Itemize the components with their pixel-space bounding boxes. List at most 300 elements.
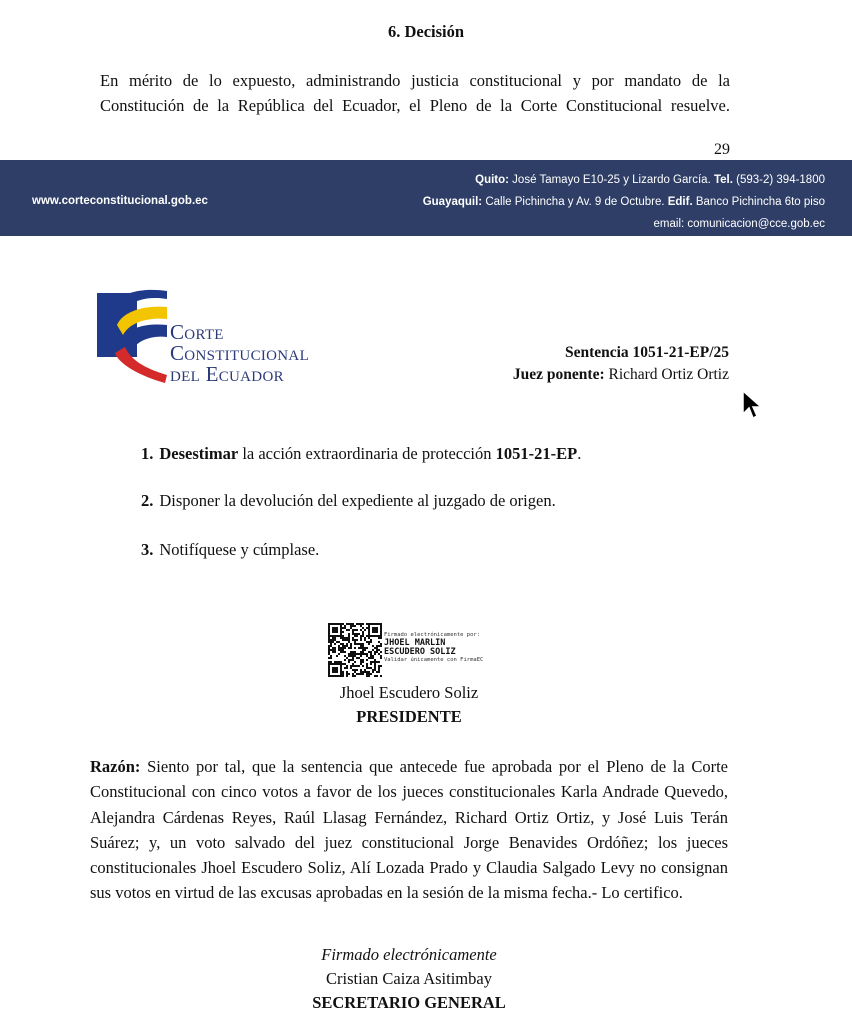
qr-module [342,649,344,651]
qr-module [356,633,358,635]
qr-module [346,645,348,647]
qr-module [332,663,334,665]
qr-module [356,623,358,625]
qr-module [332,637,334,639]
signed-electronically-note: Firmado electrónicamente [321,945,497,964]
qr-module [370,663,372,665]
qr-module [338,675,340,677]
secretary-name: Cristian Caiza Asitimbay [326,969,492,988]
qr-module [380,675,382,677]
judge-line [513,364,729,386]
qr-module [374,661,376,663]
qr-module [366,673,368,675]
qr-module [374,653,376,655]
qr-module [380,623,382,625]
qr-module [380,655,382,657]
qr-module [348,653,350,655]
qr-module [354,629,356,631]
qr-module [328,661,330,663]
qr-module [360,643,362,645]
qr-module [368,671,370,673]
qr-module [380,643,382,645]
qr-module [354,625,356,627]
qr-module [366,663,368,665]
qr-module [352,629,354,631]
qr-module [368,623,370,625]
qr-module [344,655,346,657]
qr-module [334,669,336,671]
qr-module [372,657,374,659]
qr-module [342,637,344,639]
item-number: 1. [141,444,154,463]
qr-module [364,637,366,639]
qr-module [334,629,336,631]
qr-module [368,631,370,633]
qr-module [370,653,372,655]
qr-module [380,631,382,633]
qr-module [348,637,350,639]
qr-module [350,665,352,667]
qr-module [356,639,358,641]
qr-module [340,627,342,629]
qr-module [328,657,330,659]
qr-module [360,659,362,661]
qr-module [378,669,380,671]
qr-module [350,647,352,649]
qr-module [340,637,342,639]
qr-module [352,673,354,675]
qr-module [328,667,330,669]
qr-module [340,663,342,665]
qr-module [352,665,354,667]
qr-module [346,667,348,669]
qr-module [360,623,362,625]
qr-module [340,651,342,653]
qr-module [354,669,356,671]
qr-module [356,657,358,659]
qr-module [352,659,354,661]
qr-module [360,673,362,675]
qr-module [342,671,344,673]
qr-module [372,627,374,629]
qr-module [374,623,376,625]
qr-module [340,633,342,635]
decision-item-1 [141,444,581,464]
qr-module [378,641,380,643]
qr-module [336,631,338,633]
qr-module [334,667,336,669]
qr-module [362,651,364,653]
qr-module [332,669,334,671]
stamp-line-1: Firmado electrónicamente por: [384,632,481,638]
qr-module [368,667,370,669]
edif-text: Banco Pichincha 6to piso [692,196,825,208]
qr-module [356,653,358,655]
qr-module [334,623,336,625]
qr-module [364,639,366,641]
judge-name: Richard Ortiz Ortiz [604,366,729,383]
qr-module [342,639,344,641]
qr-module [372,631,374,633]
qr-module [348,629,350,631]
qr-module [340,647,342,649]
qr-module [336,655,338,657]
qr-module [374,631,376,633]
item-text: la acción extraordinaria de protección [238,444,496,463]
qr-module [330,635,332,637]
qr-module [366,627,368,629]
qr-module [360,625,362,627]
signer-name: Jhoel Escudero Soliz [339,683,479,702]
stamp-line-4: Validar únicamente con FirmaEC [384,657,484,663]
qr-module [338,653,340,655]
qr-module [372,655,374,657]
qr-module [376,645,378,647]
qr-module [362,627,364,629]
qr-module [342,651,344,653]
qr-module [352,631,354,633]
qr-module [332,651,334,653]
qr-module [330,675,332,677]
qr-module [360,671,362,673]
qr-module [336,663,338,665]
razon-text: Siento por tal, que la sentencia que antecede fue aprobada por el Pleno de la Corte Constitucional con cinco votos a favor de los jueces constitucionales Karla Andrade Quevedo, Alejandra Cárdenas Reyes, Raúl Llasag Fernández, Richard Ortiz Ortiz, y José Luis Terán Suárez; y, un voto salvado del juez constitucional Jorge Benavides Ordóñez; los jueces constitucionales Jhoel Escudero Soliz, Alí Lozada Prado y Claudia Salgado Levy no consignan sus votos en virtud de las excusas aprobadas en la sesión de la misma fecha.- Lo certifico. [90,757,728,903]
qr-module [366,623,368,625]
qr-module [368,675,370,677]
qr-module [362,665,364,667]
qr-module [334,649,336,651]
qr-module [374,665,376,667]
qr-module [360,645,362,647]
qr-module [336,675,338,677]
qr-module [348,623,350,625]
qr-module [350,643,352,645]
qr-module [370,655,372,657]
qr-module [378,637,380,639]
qr-module [344,639,346,641]
qr-module [342,645,344,647]
qr-module [340,643,342,645]
qr-module [378,661,380,663]
qr-module [350,625,352,627]
qr-module [380,645,382,647]
qr-module [366,665,368,667]
qr-module [376,631,378,633]
qr-module [346,671,348,673]
qr-module [380,657,382,659]
qr-module [380,635,382,637]
qr-module [366,659,368,661]
logo-line-2: Constitucional [170,341,310,365]
qr-module [370,661,372,663]
qr-module [352,669,354,671]
qr-module [334,635,336,637]
qr-module [366,667,368,669]
qr-module [338,623,340,625]
qr-module [370,635,372,637]
qr-module [328,625,330,627]
qr-module [366,653,368,655]
qr-module [354,671,356,673]
decision-item-2 [141,491,556,511]
qr-module [340,631,342,633]
qr-module [368,657,370,659]
qr-module [342,663,344,665]
qr-module [360,637,362,639]
qr-module [334,663,336,665]
qr-module [362,673,364,675]
mouse-pointer-icon [741,390,763,420]
qr-module [370,657,372,659]
qr-module [366,671,368,673]
qr-module [366,647,368,649]
qr-module [338,635,340,637]
qr-module [332,635,334,637]
qr-module [348,647,350,649]
footer-quito-address [475,174,825,186]
qr-module [376,649,378,651]
qr-module [340,673,342,675]
qr-module [352,625,354,627]
qr-module [328,635,330,637]
qr-module [376,675,378,677]
qr-module [338,661,340,663]
stamp-name-2: ESCUDERO SOLIZ [384,647,456,657]
qr-module [356,669,358,671]
qr-module [364,629,366,631]
qr-module [370,673,372,675]
qr-module [338,645,340,647]
qr-module [330,639,332,641]
qr-module [372,645,374,647]
qr-module [380,629,382,631]
qr-module [328,649,330,651]
qr-module [356,635,358,637]
qr-module [372,629,374,631]
qr-module [376,661,378,663]
qr-module [328,671,330,673]
qr-module [368,641,370,643]
qr-module [346,639,348,641]
secretary-role: SECRETARIO GENERAL [312,993,506,1012]
footer-website-link[interactable]: www.corteconstitucional.gob.ec [32,195,208,207]
qr-module [358,653,360,655]
qr-module [360,629,362,631]
qr-module [360,639,362,641]
qr-module [362,631,364,633]
quito-label: Quito: [475,174,509,186]
qr-module [358,665,360,667]
qr-module [340,649,342,651]
qr-module [328,673,330,675]
qr-module [378,645,380,647]
item-text: Disponer la devolución del expediente al juzgado de origen. [159,491,556,510]
qr-module [332,639,334,641]
qr-module [338,649,340,651]
qr-module [380,637,382,639]
qr-module [358,657,360,659]
qr-module [380,633,382,635]
item-bold-start: Desestimar [159,444,239,463]
qr-module [376,635,378,637]
tel-label: Tel. [713,174,733,186]
qr-module [334,651,336,653]
qr-module [368,629,370,631]
qr-module [374,635,376,637]
qr-module [328,639,330,641]
qr-module [346,643,348,645]
qr-module [364,669,366,671]
qr-module [372,671,374,673]
qr-module [328,669,330,671]
qr-module [366,655,368,657]
qr-module [352,657,354,659]
qr-module [370,667,372,669]
qr-module [358,623,360,625]
page-footer [0,160,852,236]
qr-module [354,651,356,653]
qr-module [380,625,382,627]
qr-module [358,673,360,675]
tel-text: (593-2) 394-1800 [732,174,825,186]
qr-module [354,665,356,667]
qr-module [334,675,336,677]
qr-module [332,647,334,649]
qr-module [346,623,348,625]
qr-module [360,651,362,653]
qr-module [342,623,344,625]
qr-module [328,623,330,625]
qr-module [350,667,352,669]
qr-module [358,647,360,649]
qr-module [364,649,366,651]
qr-module [350,655,352,657]
qr-module [342,643,344,645]
qr-module [378,665,380,667]
item-text: Notifíquese y cúmplase. [159,540,320,559]
qr-module [354,661,356,663]
qr-module [344,667,346,669]
paragraph-line-2: Constitución de la República del Ecuador, el Pleno de la Corte Constitucional resuelve. [100,96,730,115]
qr-module [374,669,376,671]
qr-module [376,629,378,631]
qr-module [328,675,330,677]
qr-module [362,659,364,661]
qr-module [376,651,378,653]
qr-module [352,651,354,653]
qr-module [344,651,346,653]
qr-module [374,663,376,665]
qr-module [348,641,350,643]
qr-module [330,645,332,647]
qr-module [336,623,338,625]
qr-module [380,651,382,653]
qr-module [346,675,348,677]
qr-module [360,663,362,665]
qr-module [362,647,364,649]
qr-module [348,673,350,675]
qr-module [372,661,374,663]
qr-module [356,665,358,667]
qr-module [374,675,376,677]
razon-paragraph [90,754,728,906]
qr-module [332,649,334,651]
qr-module [328,637,330,639]
qr-module [376,671,378,673]
qr-module [348,661,350,663]
qr-module [362,633,364,635]
item-number: 3. [141,540,154,559]
paragraph-line-1: En mérito de lo expuesto, administrando justicia constitucional y por mandato de la [100,71,730,90]
signer-role: PRESIDENTE [356,707,462,726]
qr-module [358,633,360,635]
qr-module [346,629,348,631]
qr-module [328,633,330,635]
qr-module [350,659,352,661]
qr-module [370,639,372,641]
judge-label: Juez ponente: [512,366,605,383]
qr-module [332,623,334,625]
edif-label: Edif. [667,196,693,208]
qr-module [360,661,362,663]
qr-module [372,649,374,651]
qr-module [354,635,356,637]
qr-module [360,655,362,657]
qr-module [340,667,342,669]
qr-module [366,641,368,643]
qr-module [346,657,348,659]
qr-module [362,661,364,663]
qr-module [362,649,364,651]
qr-module [354,641,356,643]
qr-module [362,643,364,645]
qr-module [332,627,334,629]
qr-module [328,629,330,631]
logo-red-stripe [115,347,167,383]
qr-module [362,653,364,655]
qr-module [348,633,350,635]
qr-module [370,623,372,625]
qr-module [336,635,338,637]
qr-module [334,637,336,639]
qr-module [364,671,366,673]
item-tail: . [577,444,582,463]
qr-module [332,641,334,643]
qr-module [354,653,356,655]
qr-module [342,673,344,675]
qr-module [334,671,336,673]
sentencia-number: Sentencia 1051-21-EP/25 [564,344,729,361]
qr-module [348,635,350,637]
qr-module [374,627,376,629]
qr-module [344,627,346,629]
qr-module [330,663,332,665]
qr-module [336,627,338,629]
qr-module [348,655,350,657]
qr-module [344,637,346,639]
qr-module [348,659,350,661]
footer-email[interactable]: email: comunicacion@cce.gob.ec [653,218,825,230]
qr-module [340,675,342,677]
qr-module [370,641,372,643]
qr-module [350,627,352,629]
decision-intro-paragraph [100,68,730,118]
item-bold-end: 1051-21-EP [495,444,578,463]
guayaquil-text: Calle Pichincha y Av. 9 de Octubre. [482,196,668,208]
qr-module [350,623,352,625]
qr-module [328,647,330,649]
qr-module [336,661,338,663]
